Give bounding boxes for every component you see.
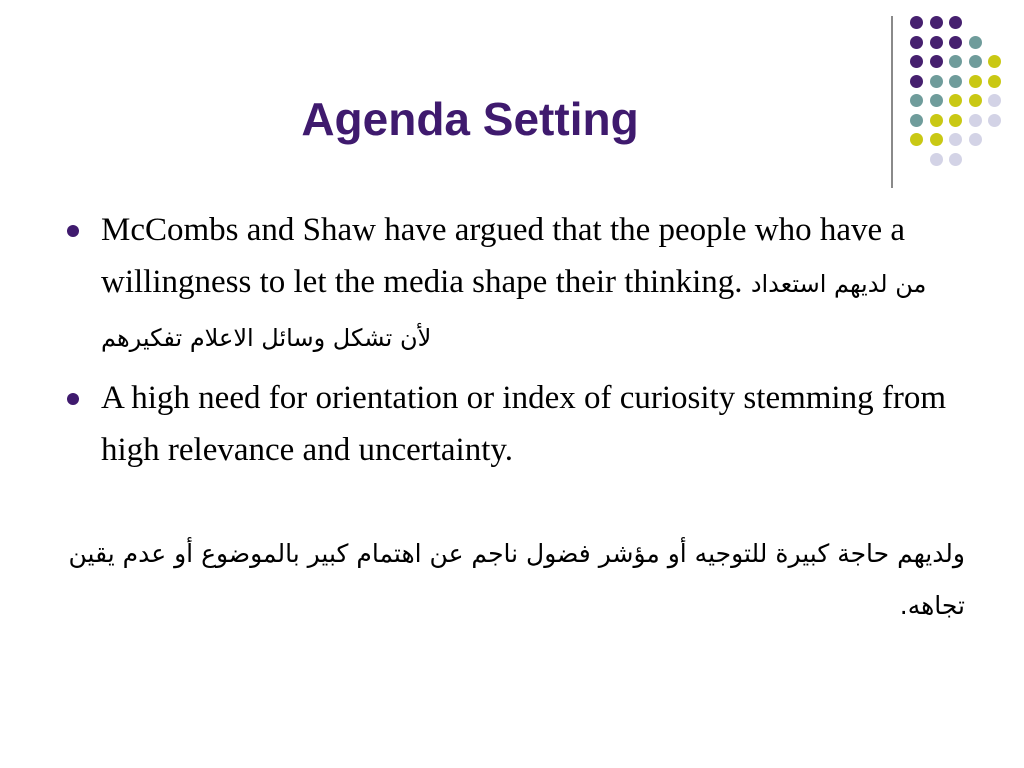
decorative-dot [988, 55, 1001, 68]
bullet-1-english-text: McCombs and Shaw have argued that the people who have a willingness to let the media shape their thinking. [101, 212, 906, 300]
decorative-dot [910, 16, 923, 29]
decorative-dot [910, 133, 923, 146]
decorative-dot [988, 75, 1001, 88]
decorative-dot [949, 114, 962, 127]
bullet-2-english-text: A high need for orientation or index of curiosity stemming from high relevance and uncertainty. [101, 380, 946, 468]
decorative-dot [969, 133, 982, 146]
decorative-dot [930, 94, 943, 107]
slide-title: Agenda Setting [301, 93, 639, 145]
decorative-dot [930, 16, 943, 29]
decorative-dot [969, 114, 982, 127]
decorative-dot [930, 75, 943, 88]
decorative-dot [930, 114, 943, 127]
decorative-dot [930, 153, 943, 166]
decorative-dot [949, 55, 962, 68]
decorative-dot [969, 75, 982, 88]
decorative-dot [969, 55, 982, 68]
decorative-dot [969, 94, 982, 107]
slide-body [60, 204, 960, 476]
decorative-dot [930, 133, 943, 146]
decorative-dot [949, 36, 962, 49]
decorative-dot [910, 36, 923, 49]
decorative-dot [988, 114, 1001, 127]
decorative-dot [910, 55, 923, 68]
decorative-dot [949, 153, 962, 166]
decorative-dot [949, 75, 962, 88]
decorative-dot [930, 55, 943, 68]
bullet-dot-icon [67, 225, 79, 237]
decorative-dot [949, 94, 962, 107]
arabic-translation-paragraph: ولديهم حاجة كبيرة للتوجيه أو مؤشر فضول ناجم عن اهتمام كبير بالموضوع أو عدم يقين تجاهه. [68, 539, 965, 620]
decorative-dot [910, 114, 923, 127]
bullet-1-arabic-text: من لديهم استعداد لأن تشكل وسائل الاعلام تفكيرهم [101, 270, 927, 352]
bullet-item-2 [60, 372, 960, 476]
bullet-dot-icon [67, 393, 79, 405]
decorative-dot [910, 94, 923, 107]
decorative-dot [969, 36, 982, 49]
decorative-dot [949, 133, 962, 146]
decorative-dot [988, 94, 1001, 107]
vertical-divider [891, 16, 893, 188]
decorative-dot [910, 75, 923, 88]
decorative-dot [930, 36, 943, 49]
bullet-item-1 [60, 204, 960, 364]
decorative-dot [949, 16, 962, 29]
